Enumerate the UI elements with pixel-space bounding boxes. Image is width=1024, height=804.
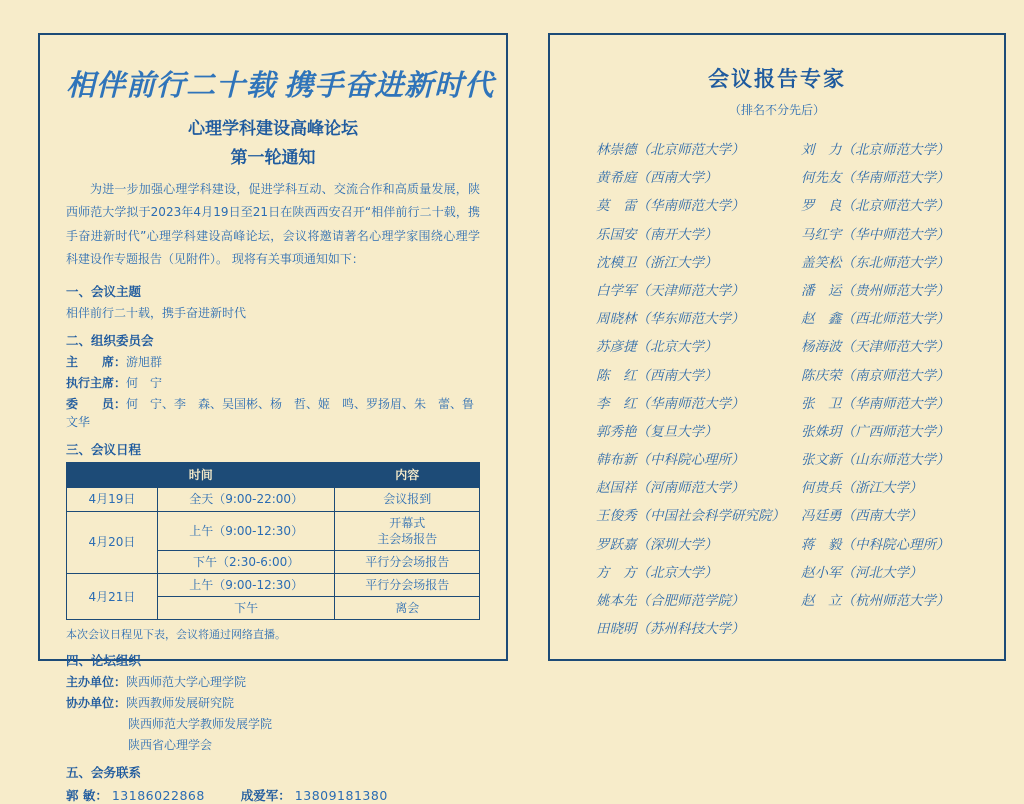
expert-item: 何先友（华南师范大学） xyxy=(801,170,950,187)
table-note: 本次会议日程见下表，会议将通过网络直播。 xyxy=(66,628,286,642)
expert-item: 杨海波（天津师范大学） xyxy=(801,339,950,356)
expert-item: 陈庆荣（南京师范大学） xyxy=(801,367,950,384)
time-cell: 全天（9:00-22:00） xyxy=(157,488,335,511)
time-header-cell: 时间 xyxy=(67,463,335,488)
schedule-table xyxy=(66,462,480,620)
content-cell xyxy=(335,511,480,550)
expert-item: 李 红（华南师范大学） xyxy=(596,395,745,412)
expert-item: 郭秀艳（复旦大学） xyxy=(596,423,718,440)
expert-item: 姚本先（合肥师范学院） xyxy=(596,593,745,609)
table-row xyxy=(67,574,480,597)
expert-item: 赵国祥（河南师范大学） xyxy=(596,480,745,497)
experts-title: 会议报告专家 xyxy=(708,67,846,91)
contact-name: 郭 敏： xyxy=(66,788,108,804)
date-cell: 4月20日 xyxy=(67,511,158,574)
expert-item: 苏彦捷（北京大学） xyxy=(596,339,718,356)
content-header-cell: 内容 xyxy=(335,463,480,488)
expert-item: 乐国安（南开大学） xyxy=(596,226,718,243)
chair-label: 主 席： xyxy=(66,355,127,370)
time-cell: 下午（2:30-6:00） xyxy=(157,550,335,573)
notice-round-title: 第一轮通知 xyxy=(230,148,316,168)
content-line: 开幕式 xyxy=(389,515,426,530)
content-cell: 离会 xyxy=(335,597,480,620)
cohost-label: 协办单位： xyxy=(66,696,127,711)
expert-item: 刘 力（北京师范大学） xyxy=(801,142,950,158)
content-cell: 平行分会场报告 xyxy=(335,550,480,573)
exec-chair-name: 何 宁 xyxy=(126,376,163,391)
expert-item: 张文新（山东师范大学） xyxy=(801,452,950,469)
contact-phone: 13809181380 xyxy=(294,788,388,804)
exec-chair-label: 执行主席： xyxy=(66,376,127,391)
expert-item: 罗 良（北京师范大学） xyxy=(801,198,950,215)
expert-item: 林崇德（北京师范大学） xyxy=(596,142,745,158)
expert-item: 何贵兵（浙江大学） xyxy=(801,480,923,497)
table-row xyxy=(67,488,480,511)
intro-paragraph: 为进一步加强心理学科建设，促进学科互动、交流合作和高质量发展，陕西师范大学拟于2023年4月19日至21日在陕西西安召开“相伴前行二十载，携手奋进新时代”心理学科建设高峰论坛，会议将邀请著名心理学家围绕心理学科建设作专题报告（见附件）。 现将有关事项通知如下： xyxy=(66,182,480,267)
members-label: 委 员： xyxy=(66,397,127,412)
expert-item: 张 卫（华南师范大学） xyxy=(801,395,950,412)
members-names: 何 宁、李 森、吴国彬、杨 哲、姬 鸣、罗扬眉、朱 蕾、鲁文华 xyxy=(66,397,475,430)
calligraphy-title: 相伴前行二十载 携手奋进新时代 xyxy=(66,70,495,102)
expert-item: 冯廷勇（西南大学） xyxy=(801,508,923,525)
cohost-name: 陕西省心理学会 xyxy=(128,738,213,753)
expert-item: 赵 立（杭州师范大学） xyxy=(801,593,950,609)
expert-item: 白学军（天津师范大学） xyxy=(596,282,745,299)
experts-column-right xyxy=(777,140,974,647)
section1-body: 相伴前行二十载，携手奋进新时代 xyxy=(66,305,247,320)
expert-item: 罗跃嘉（深圳大学） xyxy=(596,536,718,553)
time-cell: 下午 xyxy=(157,597,335,620)
contact-line xyxy=(66,786,480,804)
section1-heading: 一、会议主题 xyxy=(66,283,142,299)
experts-column-left xyxy=(580,140,785,647)
section2-heading: 二、组织委员会 xyxy=(66,333,154,349)
content-cell: 平行分会场报告 xyxy=(335,574,480,597)
content-line: 主会场报告 xyxy=(377,531,438,546)
expert-item: 莫 雷（华南师范大学） xyxy=(596,198,745,215)
cohost-name: 陕西师范大学教师发展学院 xyxy=(128,717,273,732)
expert-item: 赵 鑫（西北师范大学） xyxy=(801,311,950,328)
notice-panel xyxy=(38,33,508,804)
expert-item: 田晓明（苏州科技大学） xyxy=(596,621,745,638)
expert-item: 陈 红（西南大学） xyxy=(596,367,718,384)
host-name: 陕西师范大学心理学院 xyxy=(126,675,247,690)
expert-item: 张姝玥（广西师范大学） xyxy=(801,423,950,440)
section4-heading: 四、论坛组织 xyxy=(66,653,142,669)
content-cell: 会议报到 xyxy=(335,488,480,511)
expert-item: 马红宇（华中师范大学） xyxy=(801,226,950,243)
experts-subtitle: （排名不分先后） xyxy=(728,103,825,117)
expert-item: 蒋 毅（中科院心理所） xyxy=(801,536,950,553)
experts-panel xyxy=(548,33,1006,661)
expert-item: 王俊秀（中国社会科学研究院） xyxy=(596,508,785,525)
experts-columns xyxy=(580,140,974,647)
forum-title: 心理学科建设高峰论坛 xyxy=(188,119,358,139)
cohost-line xyxy=(66,694,480,712)
date-cell: 4月19日 xyxy=(67,488,158,511)
expert-item: 沈模卫（浙江大学） xyxy=(596,254,718,271)
expert-item: 赵小军（河北大学） xyxy=(801,564,923,581)
expert-item: 黄希庭（西南大学） xyxy=(596,170,718,187)
host-line xyxy=(66,673,480,691)
chair-line xyxy=(66,353,480,371)
expert-item: 周晓林（华东师范大学） xyxy=(596,311,745,328)
members-line xyxy=(66,395,480,431)
section3-heading: 三、会议日程 xyxy=(66,442,142,458)
host-label: 主办单位： xyxy=(66,675,127,690)
cohost-name: 陕西教师发展研究院 xyxy=(126,696,235,711)
date-cell: 4月21日 xyxy=(67,574,158,620)
time-cell: 上午（9:00-12:30） xyxy=(157,574,335,597)
contact-name: 成爱军： xyxy=(240,788,291,804)
chair-name: 游旭群 xyxy=(126,355,163,370)
expert-item: 潘 运（贵州师范大学） xyxy=(801,282,950,299)
table-header-row xyxy=(67,463,480,488)
section5-heading: 五、会务联系 xyxy=(66,765,142,781)
expert-item: 方 方（北京大学） xyxy=(596,564,718,581)
exec-chair-line xyxy=(66,374,480,392)
contact-phone: 13186022868 xyxy=(111,788,205,804)
expert-item: 盖笑松（东北师范大学） xyxy=(801,254,950,271)
table-row xyxy=(67,511,480,550)
time-cell: 上午（9:00-12:30） xyxy=(157,511,335,550)
expert-item: 韩布新（中科院心理所） xyxy=(596,452,745,469)
